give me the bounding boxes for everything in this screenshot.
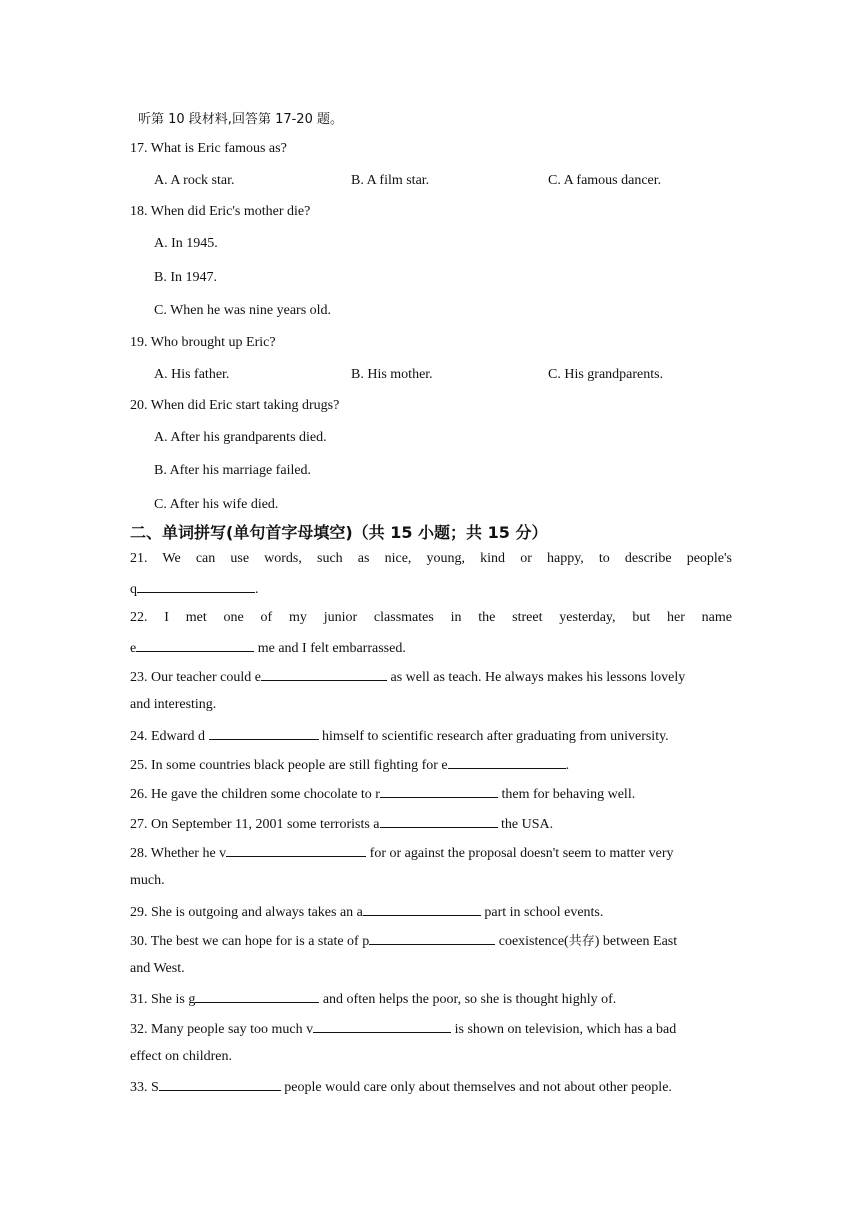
question-21-line-1: 21. We can use words, such as nice, young, kind or happy, to describe people's [130,551,732,566]
question-28-answer-blank[interactable] [226,842,366,857]
question-32-tail: is shown on television, which has a bad [451,1022,677,1037]
question-24-tail: himself to scientific research after graduating from university. [318,729,669,744]
question-31-answer-blank[interactable] [195,988,319,1003]
question-19-option-c: C. His grandparents. [548,367,664,382]
question-31-tail: and often helps the poor, so she is thought highly of. [319,992,617,1007]
question-25-line [130,754,569,776]
question-30-lead: 30. The best we can hope for is a state of p [130,934,370,949]
question-18-option-c: C. When he was nine years old. [154,303,332,318]
question-19-option-a: A. His father. [154,367,230,382]
question-17-stem: 17. What is Eric famous as? [130,141,287,156]
question-18-stem: 18. When did Eric's mother die? [130,204,311,219]
question-22-initial: e [130,641,137,656]
question-30-tail-b: ) between East [594,934,678,949]
question-25-answer-blank[interactable] [448,754,566,769]
question-33-answer-blank[interactable] [159,1076,281,1091]
question-23-answer-blank[interactable] [261,666,387,681]
question-20-option-c: C. After his wife died. [154,497,279,512]
question-30-line-2: and West. [130,961,185,976]
question-27-line [130,813,553,835]
question-21-line-2 [130,578,259,600]
question-32-answer-blank[interactable] [313,1018,451,1033]
question-30-tail-a: coexistence( [495,934,569,949]
question-30-answer-blank[interactable] [369,930,495,945]
question-32-lead: 32. Many people say too much v [130,1022,314,1037]
question-22-line-1: 22. I met one of my junior classmates in the street yesterday, but her name [130,610,732,625]
question-25-lead: 25. In some countries black people are still fighting for e [130,758,448,773]
question-27-answer-blank[interactable] [380,813,498,828]
question-29-lead: 29. She is outgoing and always takes an a [130,905,363,920]
question-20-option-a: A. After his grandparents died. [154,430,327,445]
question-26-answer-blank[interactable] [380,783,498,798]
question-21-answer-blank[interactable] [137,578,255,593]
question-29-line [130,901,603,923]
question-22-tail: me and I felt embarrassed. [254,641,406,656]
question-25-tail: . [565,758,570,773]
question-29-answer-blank[interactable] [363,901,481,916]
question-23-tail: as well as teach. He always makes his lessons lovely [387,670,686,685]
question-33-lead: 33. S [130,1080,159,1095]
question-23-line-2: and interesting. [130,697,217,712]
listening-intro: 听第 10 段材料,回答第 17-20 题。 [138,112,343,127]
question-20-option-b: B. After his marriage failed. [154,463,312,478]
question-24-line [130,725,669,747]
question-20-stem: 20. When did Eric start taking drugs? [130,398,340,413]
question-21-tail: . [255,582,259,597]
question-26-tail: them for behaving well. [497,787,636,802]
question-28-line-1 [130,842,673,864]
question-28-lead: 28. Whether he v [130,846,227,861]
question-33-line [130,1076,672,1098]
question-33-tail: people would care only about themselves and not about other people. [280,1080,672,1095]
question-22-line-2 [130,637,406,659]
question-28-line-2: much. [130,873,165,888]
question-17-option-c: C. A famous dancer. [548,173,662,188]
question-17-option-a: A. A rock star. [154,173,235,188]
question-26-line [130,783,635,805]
question-30-cjk-gloss: 共存 [568,934,595,949]
question-26-lead: 26. He gave the children some chocolate to r [130,787,380,802]
section-2-title: 二、单词拼写(单句首字母填空)（共 15 小题；共 15 分） [130,523,548,542]
question-24-answer-blank[interactable] [209,725,319,740]
question-18-option-b: B. In 1947. [154,270,217,285]
question-19-option-b: B. His mother. [351,367,433,382]
question-24-lead: 24. Edward d [130,729,209,744]
question-31-lead: 31. She is g [130,992,196,1007]
question-23-lead: 23. Our teacher could e [130,670,261,685]
question-32-line-2: effect on children. [130,1049,232,1064]
question-19-stem: 19. Who brought up Eric? [130,335,276,350]
question-30-line-1 [130,930,677,952]
question-18-option-a: A. In 1945. [154,236,218,251]
question-28-tail: for or against the proposal doesn't seem to matter very [366,846,674,861]
question-27-tail: the USA. [497,817,554,832]
question-31-line [130,988,616,1010]
question-27-lead: 27. On September 11, 2001 some terrorists a [130,817,380,832]
question-32-line-1 [130,1018,676,1040]
question-17-option-b: B. A film star. [351,173,430,188]
question-29-tail: part in school events. [480,905,604,920]
question-23-line-1 [130,666,685,688]
question-22-answer-blank[interactable] [136,637,254,652]
question-21-initial: q [130,582,137,597]
